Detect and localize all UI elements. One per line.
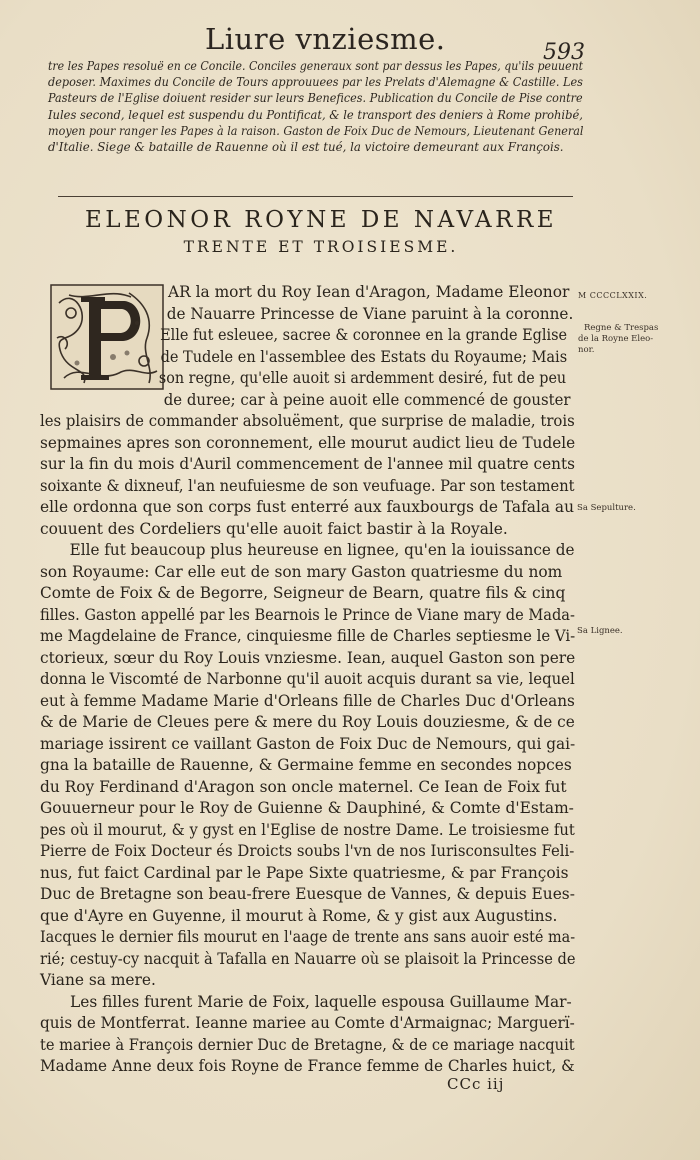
summary-line: Iules second, lequel est suspendu du Pontificat, & le transport des deniers à Rome prohibé,: [48, 107, 583, 122]
text-line: Duc de Bretagne son beau-frere Euesque de Vannes, & depuis Eues-: [40, 885, 575, 903]
summary-line: tre les Papes resoluë en ce Concile. Conciles generaux sont par dessus les Papes, qu'ils peuuent: [48, 59, 584, 73]
text-line: du Roy Ferdinand d'Aragon son oncle maternel. Ce Iean de Foix fut: [40, 777, 567, 796]
page-number: 593: [543, 40, 585, 65]
text-line: Elle fut beaucoup plus heureuse en lignee, qu'en la iouissance de: [69, 541, 575, 559]
summary-line: moyen pour ranger les Papes à la raison. Gaston de Foix Duc de Nemours, Lieutenant General: [48, 123, 584, 138]
text-line: Elle fut esleuee, sacree & coronnee en la grande Eglise: [160, 326, 568, 344]
text-line: son Royaume: Car elle eut de son mary Gaston quatriesme du nom: [40, 562, 563, 581]
separator-rule: [58, 196, 573, 197]
text-line: Comte de Foix & de Begorre, Seigneur de Bearn, quatre fils & cinq: [40, 584, 566, 602]
text-line: couuent des Cordeliers qu'elle auoit faict bastir à la Royale.: [40, 519, 508, 538]
text-line: rié; cestuy-cy nacquit à Tafalla en Nauarre où se plaisoit la Princesse de: [40, 949, 576, 968]
running-head: [0, 18, 700, 65]
text-line: filles. Gaston appellé par les Bearnois le Prince de Viane mary de Mada-: [40, 605, 575, 624]
text-line: ctorieux, sœur du Roy Louis vnziesme. Iean, auquel Gaston son pere: [40, 648, 576, 667]
margin-note-regne: nor.: [578, 345, 595, 355]
text-line: elle ordonna que son corps fust enterré aux fauxbourgs de Tafala au: [40, 498, 575, 516]
margin-note-year: M CCCCLXXIX.: [578, 291, 648, 300]
text-line: Viane sa mere.: [40, 971, 156, 989]
text-line: AR la mort du Roy Iean d'Aragon, Madame Eleonor: [168, 283, 570, 301]
text-line: & de Marie de Cleues pere & mere du Roy Louis douziesme, & de ce: [40, 713, 575, 731]
margin-note-regne: de la Royne Eleo-: [578, 334, 654, 344]
chapter-summary: [48, 58, 583, 155]
margin-note-regne: Regne & Trespas: [584, 323, 659, 333]
text-line: eut à femme Madame Marie d'Orleans fille de Charles Duc d'Orleans: [40, 691, 575, 710]
text-line: Les filles furent Marie de Foix, laquelle espousa Guillaume Mar-: [70, 992, 572, 1011]
signature-mark: CCc iij: [447, 1075, 505, 1093]
text-line: Iacques le dernier fils mourut en l'aage de trente ans sans auoir esté ma-: [40, 928, 576, 946]
text-line: soixante & dixneuf, l'an neufuiesme de son veufuage. Par son testament: [40, 476, 575, 495]
text-line: son regne, qu'elle auoit si ardemment desiré, fut de peu: [158, 369, 567, 387]
text-line: te mariee à François dernier Duc de Bretagne, & de ce mariage nacquit: [40, 1035, 575, 1054]
text-line: sur la fin du mois d'Auril commencement de l'annee mil quatre cents: [40, 455, 575, 473]
text-line: pes où il mourut, & y gyst en l'Eglise de nostre Dame. Le troisiesme fut: [40, 820, 575, 839]
margin-note-sepulture: Sa Sepulture.: [577, 503, 636, 513]
text-line: que d'Ayre en Guyenne, il mourut à Rome, & y gist aux Augustins.: [40, 906, 558, 925]
text-line: de duree; car à peine auoit elle commencé de gouster: [163, 390, 571, 409]
text-line: mariage issirent ce vaillant Gaston de Foix Duc de Nemours, qui gai-: [40, 734, 576, 753]
text-line: Pierre de Foix Docteur és Droicts soubs l'vn de nos Iurisconsultes Feli-: [40, 842, 575, 860]
text-line: nus, fut faict Cardinal par le Pape Sixte quatriesme, & par François: [40, 863, 569, 882]
text-line: donna le Viscomté de Narbonne qu'il auoit acquis durant sa vie, lequel: [40, 670, 575, 688]
margin-note-lignee: Sa Lignee.: [577, 626, 623, 636]
summary-line: d'Italie. Siege & bataille de Rauenne où il est tué, la victoire demeurant aux François.: [48, 140, 564, 155]
text-line: de Tudele en l'assemblee des Estats du Royaume; Mais: [160, 347, 568, 366]
text-line: quis de Montferrat. Ieanne mariee au Comte d'Armaignac; Marguerï-: [40, 1014, 575, 1032]
text-line: me Magdelaine de France, cinquiesme fille de Charles septiesme le Vi-: [40, 627, 576, 645]
summary-line: Pasteurs de l'Eglise doiuent resider sur leurs Benefices. Publication du Concile de Pise contre: [48, 91, 583, 106]
chapter-title: ELEONOR ROYNE DE NAVARRE: [84, 207, 558, 233]
text-line: Madame Anne deux fois Royne de France femme de Charles huict, &: [40, 1057, 575, 1075]
text-line: Gouuerneur pour le Roy de Guienne & Dauphiné, & Comte d'Estam-: [40, 799, 574, 817]
body-text: [40, 282, 575, 1078]
chapter-subtitle: TRENTE ET TROISIESME.: [183, 238, 459, 256]
running-title: Liure vnziesme.: [205, 22, 446, 56]
text-line: sepmaines apres son coronnement, elle mourut audict lieu de Tudele: [40, 433, 576, 452]
text-line: gna la bataille de Rauenne, & Germaine femme en secondes nopces: [40, 756, 572, 774]
summary-line: deposer. Maximes du Concile de Tours approuuees par les Prelats d'Alemagne & Castille. Les: [48, 75, 583, 90]
text-line: les plaisirs de commander absoluëment, que surprise de maladie, trois: [40, 412, 575, 430]
text-line: de Nauarre Princesse de Viane paruint à la coronne.: [166, 304, 574, 323]
